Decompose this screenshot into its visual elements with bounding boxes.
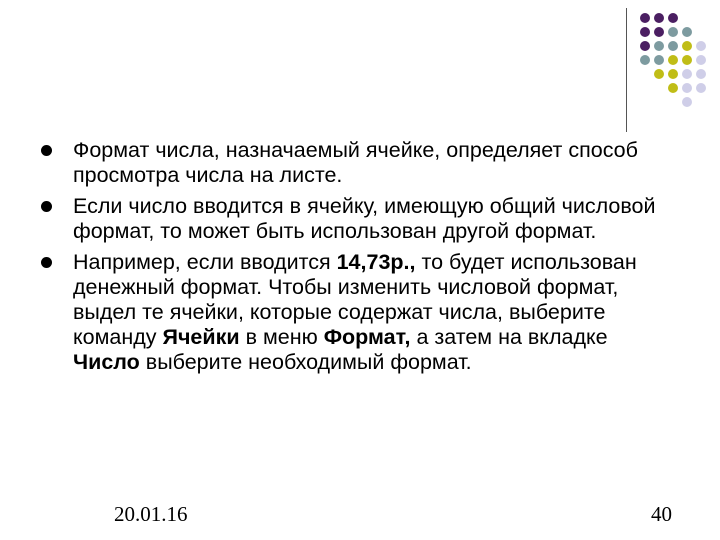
bullet-dot-icon	[41, 201, 52, 212]
bullet-dot-icon	[41, 257, 52, 268]
decorative-dot-grid	[640, 13, 706, 115]
decorative-dot	[668, 83, 678, 93]
bold-text: Формат,	[323, 325, 411, 349]
decorative-dot	[682, 27, 692, 37]
decorative-dot	[640, 13, 650, 23]
bold-text: Число	[73, 350, 140, 374]
decorative-dot	[696, 55, 706, 65]
decorative-dot	[696, 69, 706, 79]
bullet-item	[36, 250, 676, 375]
text-run: в меню	[239, 325, 324, 349]
decorative-dot	[696, 41, 706, 51]
bullet-list	[36, 138, 676, 381]
bold-text: 14,73р.,	[336, 250, 416, 274]
decorative-dot	[668, 55, 678, 65]
decorative-dot	[682, 83, 692, 93]
decorative-dot	[640, 41, 650, 51]
decorative-dot	[654, 41, 664, 51]
decorative-dot	[682, 55, 692, 65]
decorative-dot	[682, 97, 692, 107]
decorative-dot	[696, 83, 706, 93]
text-run: выберите необходимый формат.	[139, 350, 472, 374]
decorative-dot	[668, 69, 678, 79]
decorative-dot	[654, 69, 664, 79]
decorative-dot	[640, 27, 650, 37]
decorative-dot	[668, 13, 678, 23]
decorative-dot	[640, 55, 650, 65]
bullet-item	[36, 194, 676, 244]
decorative-dot	[682, 41, 692, 51]
bullet-text	[73, 138, 638, 187]
text-run: Например, если вводится	[73, 250, 337, 274]
decorative-dot	[668, 27, 678, 37]
text-run: Формат числа, назначаемый ячейке, определяет способ просмотра числа на листе.	[73, 138, 638, 187]
decorative-dot	[654, 55, 664, 65]
decorative-dot	[654, 27, 664, 37]
text-run: Если число вводится в ячейку, имеющую общий числовой формат, то может быть использован другой формат.	[73, 194, 656, 243]
decorative-dot	[668, 41, 678, 51]
text-run: а затем на вкладке	[410, 325, 608, 349]
bullet-text	[73, 250, 637, 374]
footer-date: 20.01.16	[114, 502, 188, 526]
bullet-dot-icon	[41, 145, 52, 156]
decorative-dot	[682, 69, 692, 79]
bullet-text	[73, 194, 656, 243]
bullet-item	[36, 138, 676, 188]
text-run: то будет использован денежный формат. Чтобы изменить числовой формат, выдел те ячейки, которые содержат числа, выберите команду	[73, 250, 637, 349]
bold-text: Ячейки	[162, 325, 240, 349]
decorative-vertical-line	[626, 8, 627, 132]
decorative-dot	[654, 13, 664, 23]
page-number: 40	[651, 502, 672, 526]
